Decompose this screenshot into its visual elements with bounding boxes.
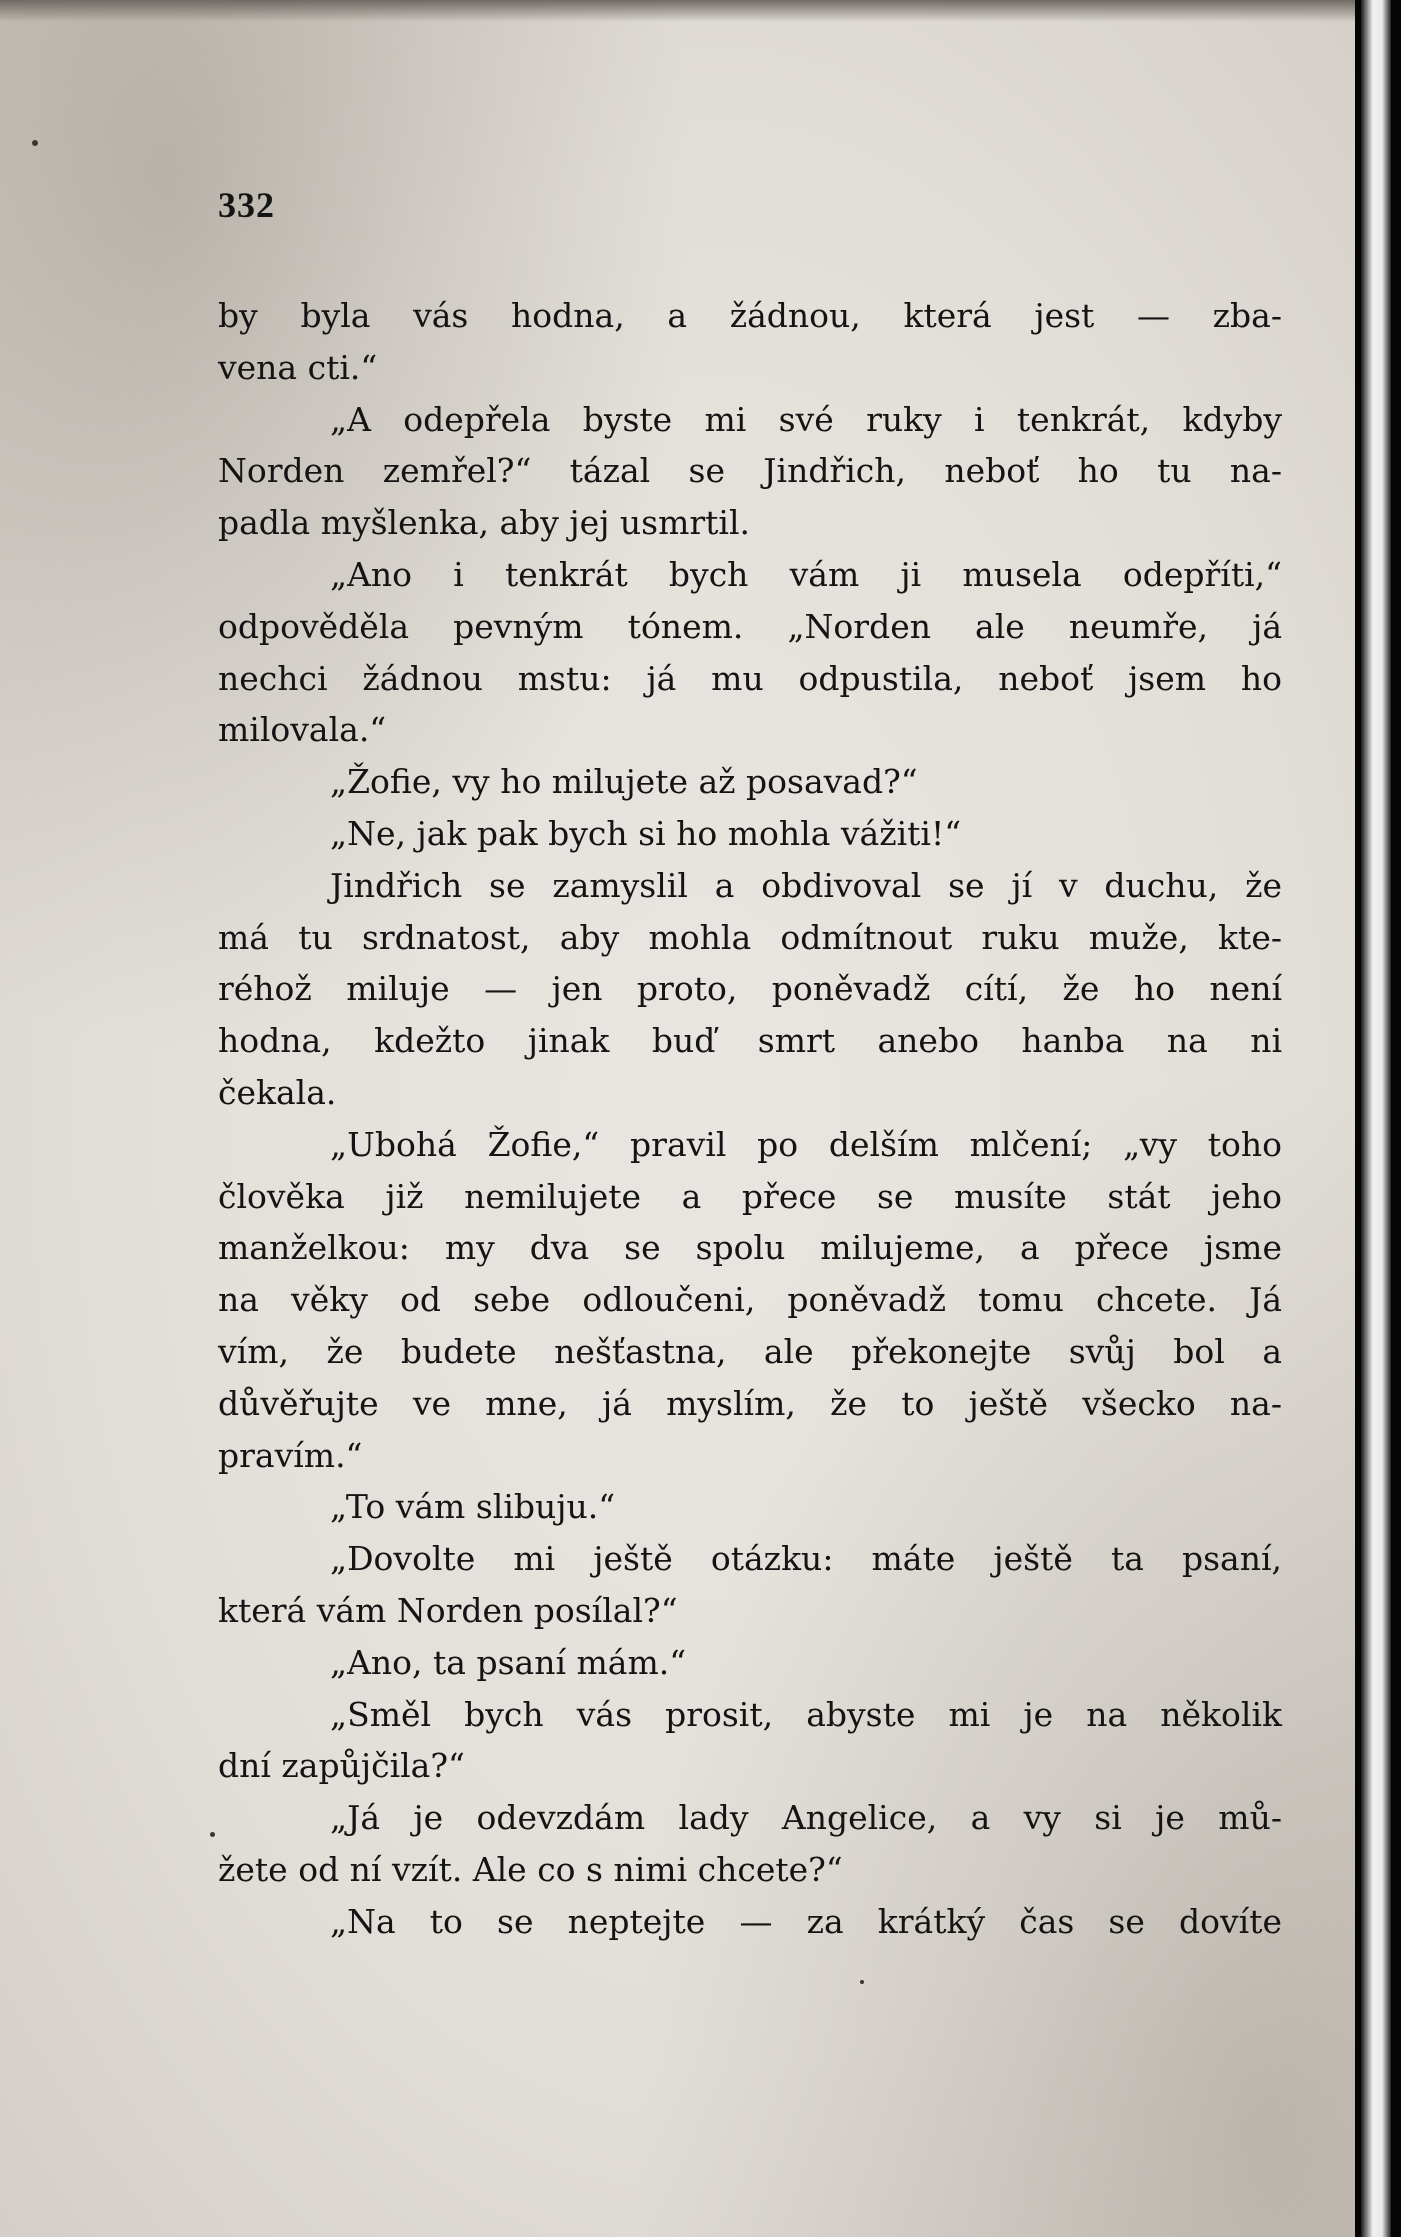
text-line: „Ano i tenkrát bych vám ji musela odepříti,“ [330,554,1282,594]
text-line: „A odepřela byste mi své ruky i tenkrát, kdyby [330,399,1282,439]
text-line: dní zapůjčila?“ [218,1746,465,1786]
text-line: „Ne, jak pak bych si ho mohla vážiti!“ [330,813,962,853]
text-line: „Směl bych vás prosit, abyste mi je na několik [330,1694,1282,1734]
text-line: vím, že budete nešťastna, ale překonejte svůj bol a [218,1331,1282,1371]
paper-speck [860,1980,864,1984]
text-line: důvěřujte ve mne, já myslím, že to ještě všecko na- [218,1383,1282,1423]
text-line: která vám Norden posílal?“ [218,1590,678,1630]
text-line: réhož miluje — jen proto, poněvadž cítí, že ho není [218,969,1282,1009]
text-line: má tu srdnatost, aby mohla odmítnout ruku muže, kte- [218,917,1282,957]
text-line: manželkou: my dva se spolu milujeme, a přece jsme [218,1228,1282,1268]
page-top-shadow [0,0,1401,22]
text-line: čekala. [218,1072,337,1112]
text-line: „Dovolte mi ještě otázku: máte ještě ta psaní, [330,1539,1282,1579]
text-line: na věky od sebe odloučeni, poněvadž tomu chcete. Já [218,1280,1282,1320]
text-line: „Já je odevzdám lady Angelice, a vy si je mů- [330,1798,1282,1838]
page-text [218,290,1282,1948]
text-line: „Na to se neptejte — za krátký čas se dovíte [330,1901,1282,1941]
text-line: pravím.“ [218,1435,363,1475]
text-line: žete od ní vzít. Ale co s nimi chcete?“ [218,1849,843,1889]
text-line: padla myšlenka, aby jej usmrtil. [218,503,751,543]
text-line: Jindřich se zamyslil a obdivoval se jí v duchu, že [330,865,1282,905]
text-line: „Ubohá Žofie,“ pravil po delším mlčení; „vy toho [330,1124,1282,1164]
text-line: odpověděla pevným tónem. „Norden ale neumře, já [218,606,1282,646]
text-line: Norden zemřel?“ tázal se Jindřich, neboť ho tu na- [218,451,1282,491]
text-line: nechci žádnou mstu: já mu odpustila, neboť jsem ho [218,658,1282,698]
text-line: „Žofie, vy ho milujete až posavad?“ [330,762,918,802]
page-right-edge [1355,0,1401,2237]
page-binding-strip [1361,0,1391,2237]
paper-speck [32,140,38,146]
text-line: milovala.“ [218,710,387,750]
text-line: by byla vás hodna, a žádnou, která jest — zba- [218,296,1282,335]
text-line: hodna, kdežto jinak buď smrt anebo hanba na ni [218,1021,1282,1061]
paper-speck [210,1832,215,1837]
text-line: „Ano, ta psaní mám.“ [330,1642,687,1682]
text-line: člověka již nemilujete a přece se musíte stát jeho [218,1176,1282,1216]
page-number: 332 [218,185,275,225]
text-line: vena cti.“ [218,347,378,387]
text-line: „To vám slibuju.“ [330,1487,616,1527]
